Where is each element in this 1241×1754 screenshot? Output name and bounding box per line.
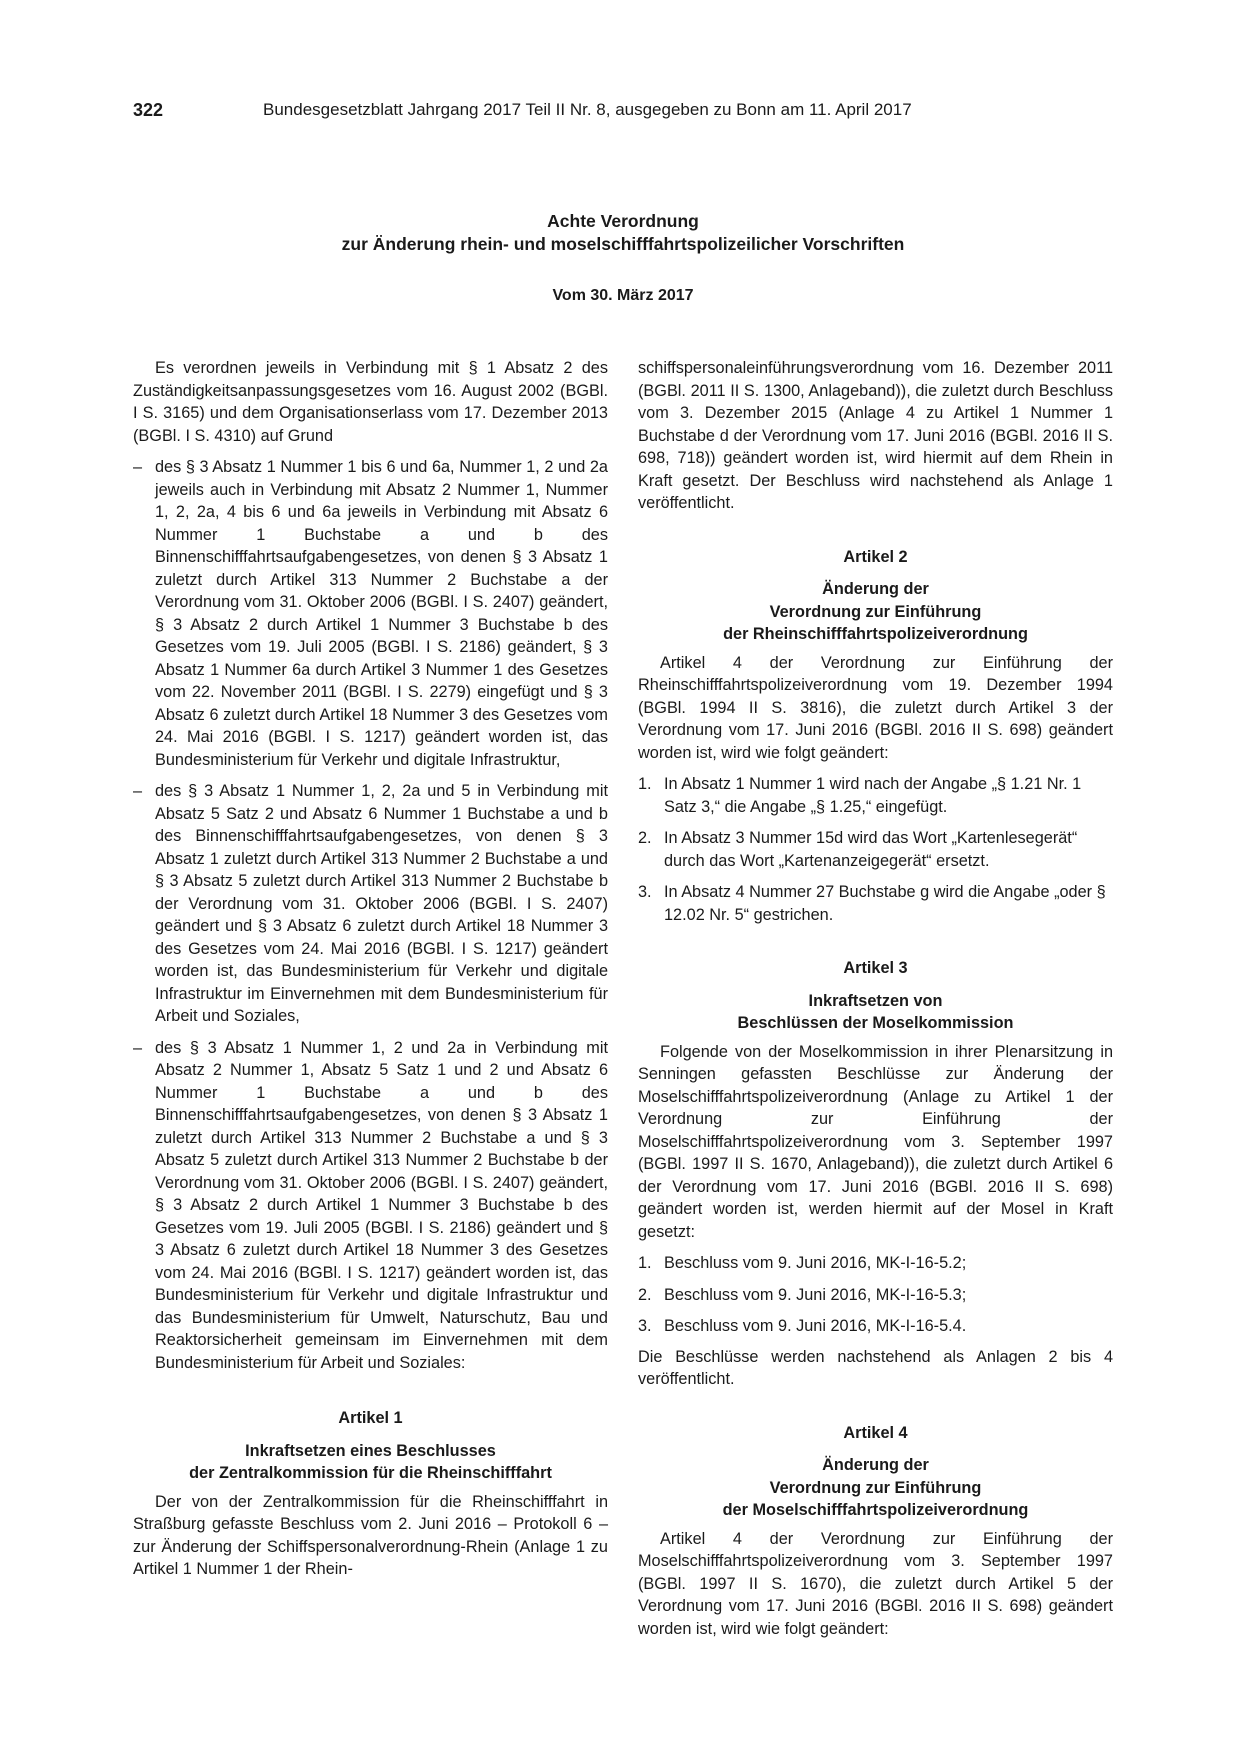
legal-basis-text: des § 3 Absatz 1 Nummer 1, 2, 2a und 5 in Verbindung mit Absatz 5 Satz 2 und Absatz 6 Nummer 1 Buchstabe a und b des Binnenschifffahrtsaufgabengesetzes, von denen § 3 Absatz 1 zuletzt durch Artikel 313 Nummer 2 Buchstabe a und § 3 Absatz 5 zuletzt durch Artikel 313 Nummer 2 Buchstabe b der Verordnung vom 31. Oktober 2006 (BGBl. I S. 2407) geändert und § 3 Absatz 6 zuletzt durch Artikel 18 Nummer 3 des Gesetzes vom 24. Mai 2016 (BGBl. I S. 1217) geändert worden ist, das Bundesministerium für Verkehr und digitale Infrastruktur im Einvernehmen mit dem Bundesministerium für Arbeit und Soziales, <box>155 782 608 1025</box>
preamble: Es verordnen jeweils in Verbindung mit § 1 Absatz 2 des Zuständigkeitsanpassungsgesetzes vom 16. August 2002 (BGBl. I S. 3165) und dem Organisationserlass vom 17. Dezember 2013 (BGBl. I S. 4310) auf Grund <box>133 359 608 445</box>
legal-basis-item <box>133 780 608 1028</box>
item-text: In Absatz 1 Nummer 1 wird nach der Angabe „§ 1.21 Nr. 1 Satz 3,“ die Angabe „§ 1.25,“ eingefügt. <box>664 775 1082 816</box>
article-1-title-line: der Zentralkommission für die Rheinschifffahrt <box>189 1464 552 1482</box>
item-text: Beschluss vom 9. Juni 2016, MK-I-16-5.3; <box>664 1285 967 1304</box>
item-number: 1. <box>638 775 652 793</box>
list-item <box>638 773 1113 818</box>
article-2-title-line: Änderung der <box>822 580 929 598</box>
article-2-title-line: der Rheinschifffahrtspolizeiverordnung <box>723 625 1028 643</box>
article-4-title-line: Verordnung zur Einführung <box>769 1478 982 1497</box>
list-item <box>638 827 1113 872</box>
item-number: 2. <box>638 829 652 847</box>
article-2-title-line: Verordnung zur Einführung <box>769 602 982 621</box>
list-item <box>638 1252 1113 1275</box>
list-item <box>638 1315 1113 1338</box>
left-column <box>133 357 608 1581</box>
page-number: 322 <box>133 100 164 120</box>
dash-marker: – <box>133 1038 143 1057</box>
article-3-outro: Die Beschlüsse werden nachstehend als Anlagen 2 bis 4 veröffentlicht. <box>638 1347 1113 1388</box>
article-3-intro: Folgende von der Moselkommission in ihrer Plenarsitzung in Senningen gefassten Beschlüsse zur Änderung der Moselschifffahrtspolizeiverordnung (Anlage zu Artikel 1 der Verordnung zur Einführung der Moselschifffahrtspolizeiverordnung vom 3. September 1997 (BGBl. 1997 II S. 1670, Anlageband)), die zuletzt durch Artikel 6 der Verordnung vom 17. Juni 2016 (BGBl. 2016 II S. 698) geändert worden ist, werden hiermit auf der Mosel in Kraft gesetzt: <box>638 1042 1113 1241</box>
item-number: 3. <box>638 883 652 901</box>
article-3-title-line: Inkraftsetzen von <box>808 991 943 1010</box>
item-number: 3. <box>638 1317 652 1335</box>
ordinance-title: Achte Verordnung <box>547 211 699 231</box>
list-item <box>638 1284 1113 1307</box>
article-1-label: Artikel 1 <box>338 1409 403 1427</box>
item-number: 2. <box>638 1285 652 1304</box>
item-text: Beschluss vom 9. Juni 2016, MK-I-16-5.2; <box>664 1254 967 1272</box>
legal-basis-text: des § 3 Absatz 1 Nummer 1 bis 6 und 6a, Nummer 1, 2 und 2a jeweils auch in Verbindung mit Absatz 2 Nummer 1, Nummer 1, 2, 2a, 4 bis 6 und 6a jeweils in Verbindung mit Absatz 6 Nummer 1 Buchstabe a und b des Binnenschifffahrtsaufgabengesetzes, von denen § 3 Absatz 1 zuletzt durch Artikel 313 Nummer 2 Buchstabe a der Verordnung vom 31. Oktober 2006 (BGBl. I S. 2407) geändert, § 3 Absatz 2 durch Artikel 1 Nummer 3 Buchstabe b des Gesetzes vom 19. Juli 2005 (BGBl. I S. 2186) geändert, § 3 Absatz 1 Nummer 6a durch Artikel 3 Nummer 1 des Gesetzes vom 22. November 2011 (BGBl. I S. 2279) eingefügt und § 3 Absatz 6 zuletzt durch Artikel 18 Nummer 3 des Gesetzes vom 24. Mai 2016 (BGBl. I S. 1217) geändert worden ist, das Bundesministerium für Verkehr und digitale Infrastruktur, <box>155 458 608 769</box>
article-4-intro: Artikel 4 der Verordnung zur Einführung der Moselschifffahrtspolizeiverordnung vom 3. September 1997 (BGBl. 1997 II S. 1670), die zuletzt durch Artikel 5 der Verordnung vom 17. Juni 2016 (BGBl. 2016 II S. 698) geändert worden ist, wird wie folgt geändert: <box>638 1529 1113 1638</box>
dash-marker: – <box>133 458 143 476</box>
article-3-label: Artikel 3 <box>843 959 908 977</box>
item-text: In Absatz 4 Nummer 27 Buchstabe g wird die Angabe „oder § 12.02 Nr. 5“ gestrichen. <box>664 883 1106 924</box>
legal-basis-text: des § 3 Absatz 1 Nummer 1, 2 und 2a in Verbindung mit Absatz 2 Nummer 1, Absatz 5 Satz 1 und 2 und Absatz 6 Nummer 1 Buchstabe a und b des Binnenschifffahrtsaufgabengesetzes, von denen § 3 Absatz 1 zuletzt durch Artikel 313 Nummer 2 Buchstabe a und § 3 Absatz 5 zuletzt durch Artikel 313 Nummer 2 Buchstabe b der Verordnung vom 31. Oktober 2006 (BGBl. I S. 2407) geändert, § 3 Absatz 2 durch Artikel 1 Nummer 3 Buchstabe b des Gesetzes vom 19. Juli 2005 (BGBl. I S. 2186) geändert und § 3 Absatz 6 zuletzt durch Artikel 18 Nummer 3 des Gesetzes vom 24. Mai 2016 (BGBl. I S. 1217) geändert worden ist, das Bundesministerium für Verkehr und digitale Infrastruktur und das Bundesministerium für Umwelt, Naturschutz, Bau und Reaktorsicherheit gemeinsam im Einvernehmen mit dem Bundesministerium für Arbeit und Soziales: <box>155 1038 608 1372</box>
article-3-title-line: Beschlüssen der Moselkommission <box>737 1014 1014 1032</box>
legal-basis-item <box>133 456 608 771</box>
item-text: Beschluss vom 9. Juni 2016, MK-I-16-5.4. <box>664 1317 967 1335</box>
article-4-title-line: der Moselschifffahrtspolizeiverordnung <box>722 1501 1029 1519</box>
article-1-text-continued: schiffspersonaleinführungsverordnung vom 16. Dezember 2011 (BGBl. 2011 II S. 1300, Anlageband)), die zuletzt durch Beschluss vom 3. Dezember 2015 (Anlage 4 zu Artikel 1 Nummer 1 Buchstabe d der Verordnung vom 17. Juni 2016 (BGBl. 2016 II S. 698, 718)) geändert worden ist, wird hiermit auf dem Rhein in Kraft gesetzt. Der Beschluss wird nachstehend als Anlage 1 veröffentlicht. <box>638 359 1113 512</box>
article-2-intro: Artikel 4 der Verordnung zur Einführung der Rheinschifffahrtspolizeiverordnung vom 19. Dezember 1994 (BGBl. 1994 II S. 3816), die zuletzt durch Artikel 3 der Verordnung vom 17. Juni 2016 (BGBl. 2016 II S. 698) geändert worden ist, wird wie folgt geändert: <box>638 653 1113 762</box>
title-block <box>133 210 1113 307</box>
article-1-title-line: Inkraftsetzen eines Beschlusses <box>245 1441 496 1460</box>
item-text: In Absatz 3 Nummer 15d wird das Wort „Kartenlesegerät“ durch das Wort „Kartenanzeigegerät“ ersetzt. <box>664 829 1078 870</box>
dash-marker: – <box>133 782 143 800</box>
item-number: 1. <box>638 1254 652 1272</box>
article-1-text: Der von der Zentralkommission für die Rheinschifffahrt in Straßburg gefasste Beschluss vom 2. Juni 2016 – Protokoll 6 – zur Änderung der Schiffspersonalverordnung-Rhein (Anlage 1 zu Artikel 1 Nummer 1 der Rhein- <box>133 1492 608 1578</box>
legal-basis-item <box>133 1037 608 1375</box>
article-4-title-line: Änderung der <box>822 1456 929 1474</box>
ordinance-date: Vom 30. März 2017 <box>552 287 694 304</box>
article-4-label: Artikel 4 <box>843 1423 908 1442</box>
right-column <box>638 357 1113 1640</box>
article-2-label: Artikel 2 <box>843 547 908 566</box>
list-item <box>638 881 1113 926</box>
gazette-line: Bundesgesetzblatt Jahrgang 2017 Teil II Nr. 8, ausgegeben zu Bonn am 11. April 2017 <box>263 100 912 119</box>
ordinance-subtitle: zur Änderung rhein- und moselschifffahrtspolizeilicher Vorschriften <box>341 234 905 254</box>
